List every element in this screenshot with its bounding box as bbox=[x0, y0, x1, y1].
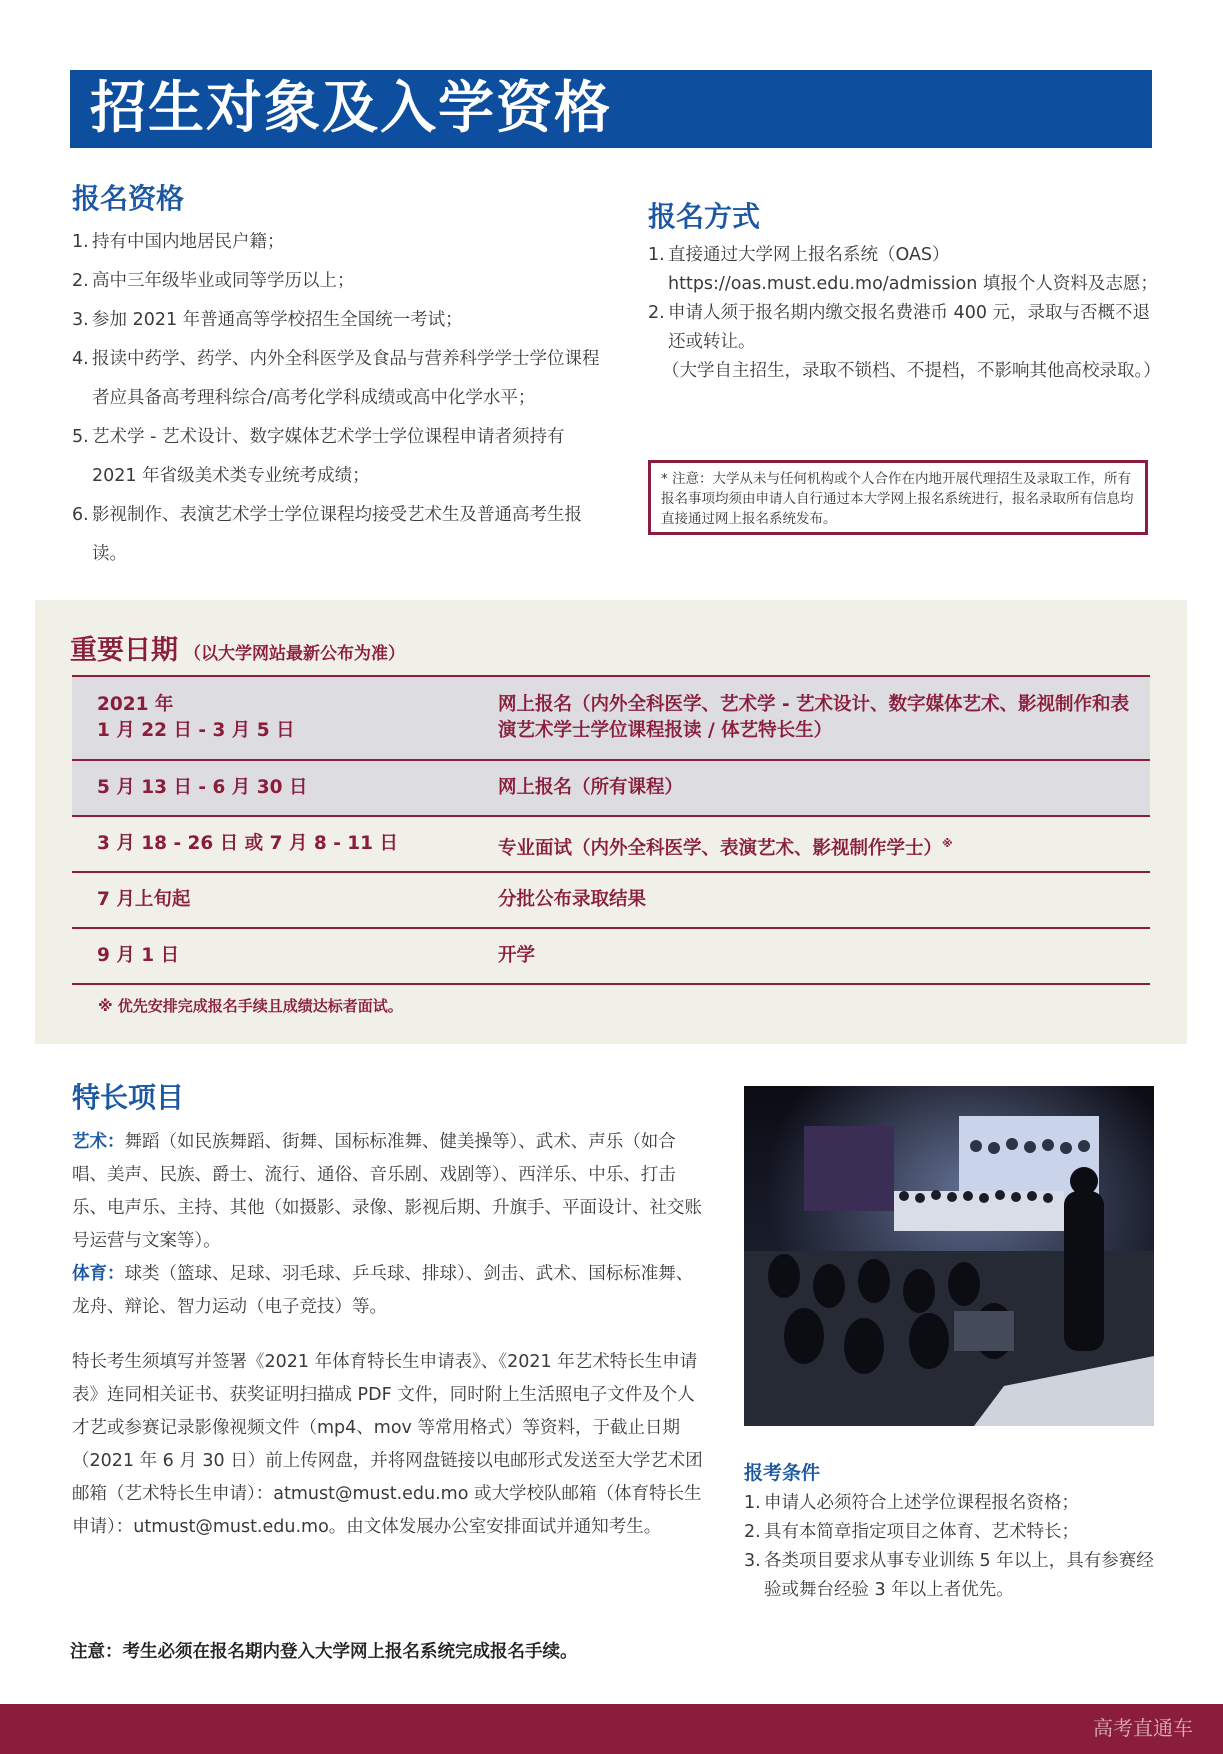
list-item: 5. 艺术学 - 艺术设计、数字媒体艺术学士学位课程申请者须持有 2021 年省级美术类专业统考成绩； bbox=[72, 427, 565, 486]
list-item: 2. 申请人须于报名期内缴交报名费港币 400 元，录取与否概不退还或转让。 bbox=[648, 303, 1151, 352]
eligibility-section bbox=[72, 181, 612, 574]
table-row bbox=[72, 817, 1150, 873]
event-cell: 网上报名（内外全科医学、艺术学 - 艺术设计、数字媒体艺术、影视制作和表演艺术学士学位课程报读 / 体艺特长生） bbox=[498, 694, 1130, 741]
page-title: 招生对象及入学资格 bbox=[90, 76, 612, 141]
special-title: 特长项目 bbox=[72, 1081, 185, 1114]
table-row bbox=[72, 873, 1150, 929]
dates-footnote: ※ 优先安排完成报名手续且成绩达标者面试。 bbox=[98, 997, 403, 1015]
list-item: 1. 持有中国内地居民户籍； bbox=[72, 232, 285, 252]
special-section bbox=[72, 1080, 707, 1544]
table-row bbox=[72, 929, 1150, 985]
list-item: 6. 影视制作、表演艺术学士学位课程均接受艺术生及普通高考生报读。 bbox=[72, 505, 582, 564]
list-item: 4. 报读中药学、药学、内外全科医学及食品与营养科学学士学位课程者应具备高考理科综合/高考化学科成绩或高中化学水平； bbox=[72, 349, 600, 408]
arts-label: 艺术： bbox=[72, 1132, 125, 1152]
footer-bar bbox=[0, 1704, 1223, 1754]
eligibility-title: 报名资格 bbox=[72, 182, 185, 215]
method-note: （大学自主招生，录取不锁档、不提档，不影响其他高校录取。） bbox=[662, 361, 1161, 381]
dates-table bbox=[72, 675, 1150, 985]
list-item: 1. 直接通过大学网上报名系统（OAS） bbox=[648, 245, 950, 265]
watermark-text: 高考直通车 bbox=[1093, 1716, 1193, 1740]
list-item: 2. 具有本简章指定项目之体育、艺术特长； bbox=[744, 1522, 1079, 1542]
conditions-title: 报考条件 bbox=[744, 1462, 821, 1484]
date-cell: 5 月 13 日 - 6 月 30 日 bbox=[97, 777, 308, 798]
orchestra-photo bbox=[744, 1086, 1154, 1426]
table-row bbox=[72, 675, 1150, 761]
method-section bbox=[648, 199, 1161, 386]
list-item: 3. 各类项目要求从事专业训练 5 年以上，具有参赛经验或舞台经验 3 年以上者优先。 bbox=[744, 1551, 1154, 1600]
list-item: 1. 申请人必须符合上述学位课程报名资格； bbox=[744, 1493, 1079, 1513]
event-cell: 开学 bbox=[498, 945, 536, 966]
table-row bbox=[72, 761, 1150, 817]
dates-heading bbox=[70, 628, 405, 667]
date-cell: 7 月上旬起 bbox=[97, 889, 191, 910]
list-item: 2. 高中三年级毕业或同等学历以上； bbox=[72, 271, 355, 291]
date-cell: 3 月 18 - 26 日 或 7 月 8 - 11 日 bbox=[97, 833, 398, 854]
event-cell: 专业面试（内外全科医学、表演艺术、影视制作学士）※ bbox=[498, 837, 953, 860]
sports-label: 体育： bbox=[72, 1264, 125, 1284]
notice-text: * 注意：大学从未与任何机构或个人合作在内地开展代理招生及录取工作，所有报名事项均须由申请人自行通过本大学网上报名系统进行，报名录取所有信息均直接通过网上报名系统发布。 bbox=[661, 471, 1134, 527]
special-instructions: 特长考生须填写并签署《2021 年体育特长生申请表》、《2021 年艺术特长生申请表》连同相关证书、获奖证明扫描成 PDF 文件，同时附上生活照电子文件及个人才艺或参赛记录影像视频文件（mp4、mov 等常用格式）等资料，于截止日期（2021 年 6 月 30 日）前上传网盘，并将网盘链接以电邮形式发送至大学艺术团邮箱（艺术特长生申请）：atmust@must.edu.mo 或大学校队邮箱（体育特长生申请）：utmust@must.edu.mo。由文体发展办公室安排面试并通知考生。 bbox=[72, 1352, 703, 1537]
method-title: 报名方式 bbox=[648, 200, 761, 233]
dates-title: 重要日期 bbox=[70, 635, 178, 666]
date-cell: 2021 年 1 月 22 日 - 3 月 5 日 bbox=[97, 694, 295, 741]
date-cell: 9 月 1 日 bbox=[97, 945, 180, 966]
event-cell: 分批公布录取结果 bbox=[498, 889, 647, 910]
agency-notice-box bbox=[648, 460, 1148, 535]
list-item: 3. 参加 2021 年普通高等学校招生全国统一考试； bbox=[72, 310, 463, 330]
final-note: 注意：考生必须在报名期内登入大学网上报名系统完成报名手续。 bbox=[70, 1642, 578, 1662]
event-cell: 网上报名（所有课程） bbox=[498, 777, 684, 798]
page-banner bbox=[70, 70, 1152, 148]
method-list bbox=[648, 241, 1158, 270]
dates-subtitle: （以大学网站最新公布为准） bbox=[184, 644, 405, 664]
arts-paragraph: 艺术：舞蹈（如民族舞蹈、街舞、国标标准舞、健美操等）、武术、声乐（如合唱、美声、民族、爵士、流行、通俗、音乐剧、戏剧等）、西洋乐、中乐、打击乐、电声乐、主持、其他（如摄影、录像、影视后期、升旗手、平面设计、社交账号运营与文案等）。 bbox=[72, 1132, 702, 1251]
eligibility-list bbox=[72, 223, 612, 574]
sports-paragraph: 体育：球类（篮球、足球、羽毛球、乒乓球、排球）、剑击、武术、国标标准舞、龙舟、辩论、智力运动（电子竞技）等。 bbox=[72, 1264, 694, 1317]
method-list-2 bbox=[648, 299, 1158, 357]
reference-mark: ※ bbox=[942, 837, 953, 850]
conditions-list bbox=[744, 1489, 1164, 1605]
conditions-section bbox=[744, 1458, 1164, 1605]
oas-url-text: https://oas.must.edu.mo/admission 填报个人资料及志愿； bbox=[668, 274, 1158, 294]
